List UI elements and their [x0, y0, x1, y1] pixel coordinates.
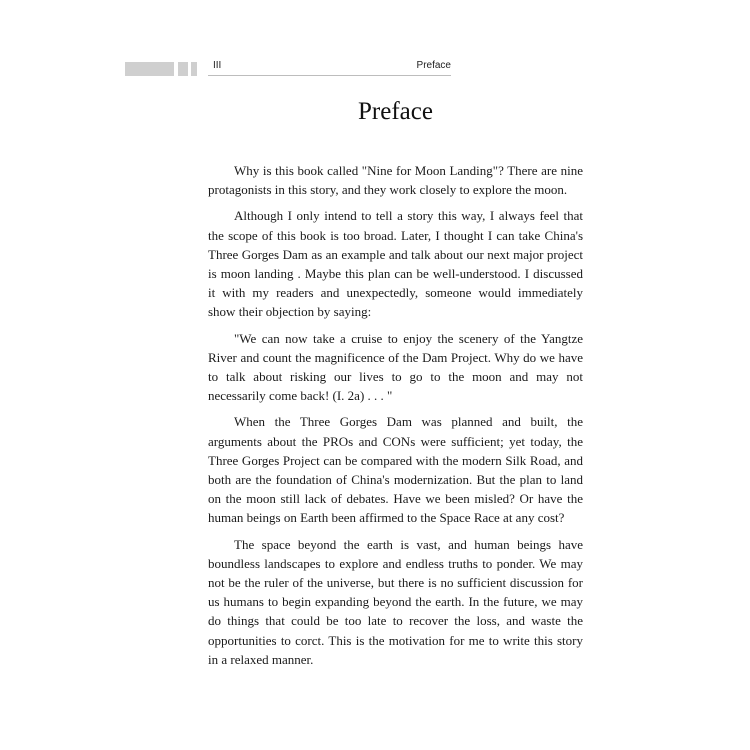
- header-rule: [208, 75, 451, 76]
- paragraph: The space beyond the earth is vast, and human beings have boundless landscapes to explore and endless truths to ponder. We may not be the ruler of the universe, but there is no sufficient discussion for us humans to begin expanding beyond the earth. In the future, we may do things that could be too late to recover the loss, and waste the opportunities to corct. This is the motivation for me to write this story in a relaxed manner.: [208, 536, 583, 667]
- paragraph: Why is this book called "Nine for Moon Landing"? There are nine protagonists in this story, and they work closely to explore the moon.: [208, 163, 583, 198]
- page-number: III: [213, 60, 222, 71]
- header-decoration-block: [125, 62, 174, 76]
- header-decoration-block: [178, 62, 188, 76]
- running-title: Preface: [416, 60, 451, 71]
- page-title: Preface: [358, 98, 433, 125]
- paragraph: "We can now take a cruise to enjoy the scenery of the Yangtze River and count the magnificence of the Dam Project. Why do we have to talk about risking our lives to go to the moon and may not necessarily come back! (I. 2a) . . . ": [208, 330, 583, 404]
- running-header: [125, 62, 451, 76]
- paragraph: When the Three Gorges Dam was planned and built, the arguments about the PROs and CONs were sufficient; yet today, the Three Gorges Project can be compared with the modern Silk Road, and both are the foundation of China's modernization. But the plan to land on the moon still lack of debates. Have we been misled? Or have the human beings on Earth been affirmed to the Space Race at any cost?: [208, 414, 583, 526]
- header-decoration-block: [191, 62, 197, 76]
- body-text: [208, 161, 583, 676]
- paragraph: Although I only intend to tell a story this way, I always feel that the scope of this book is too broad. Later, I thought I can take China's Three Gorges Dam as an example and talk about our next major project is moon landing . Maybe this plan can be well-understood. I discussed it with my readers and unexpectedly, someone would immediately show their objection by saying:: [208, 208, 583, 320]
